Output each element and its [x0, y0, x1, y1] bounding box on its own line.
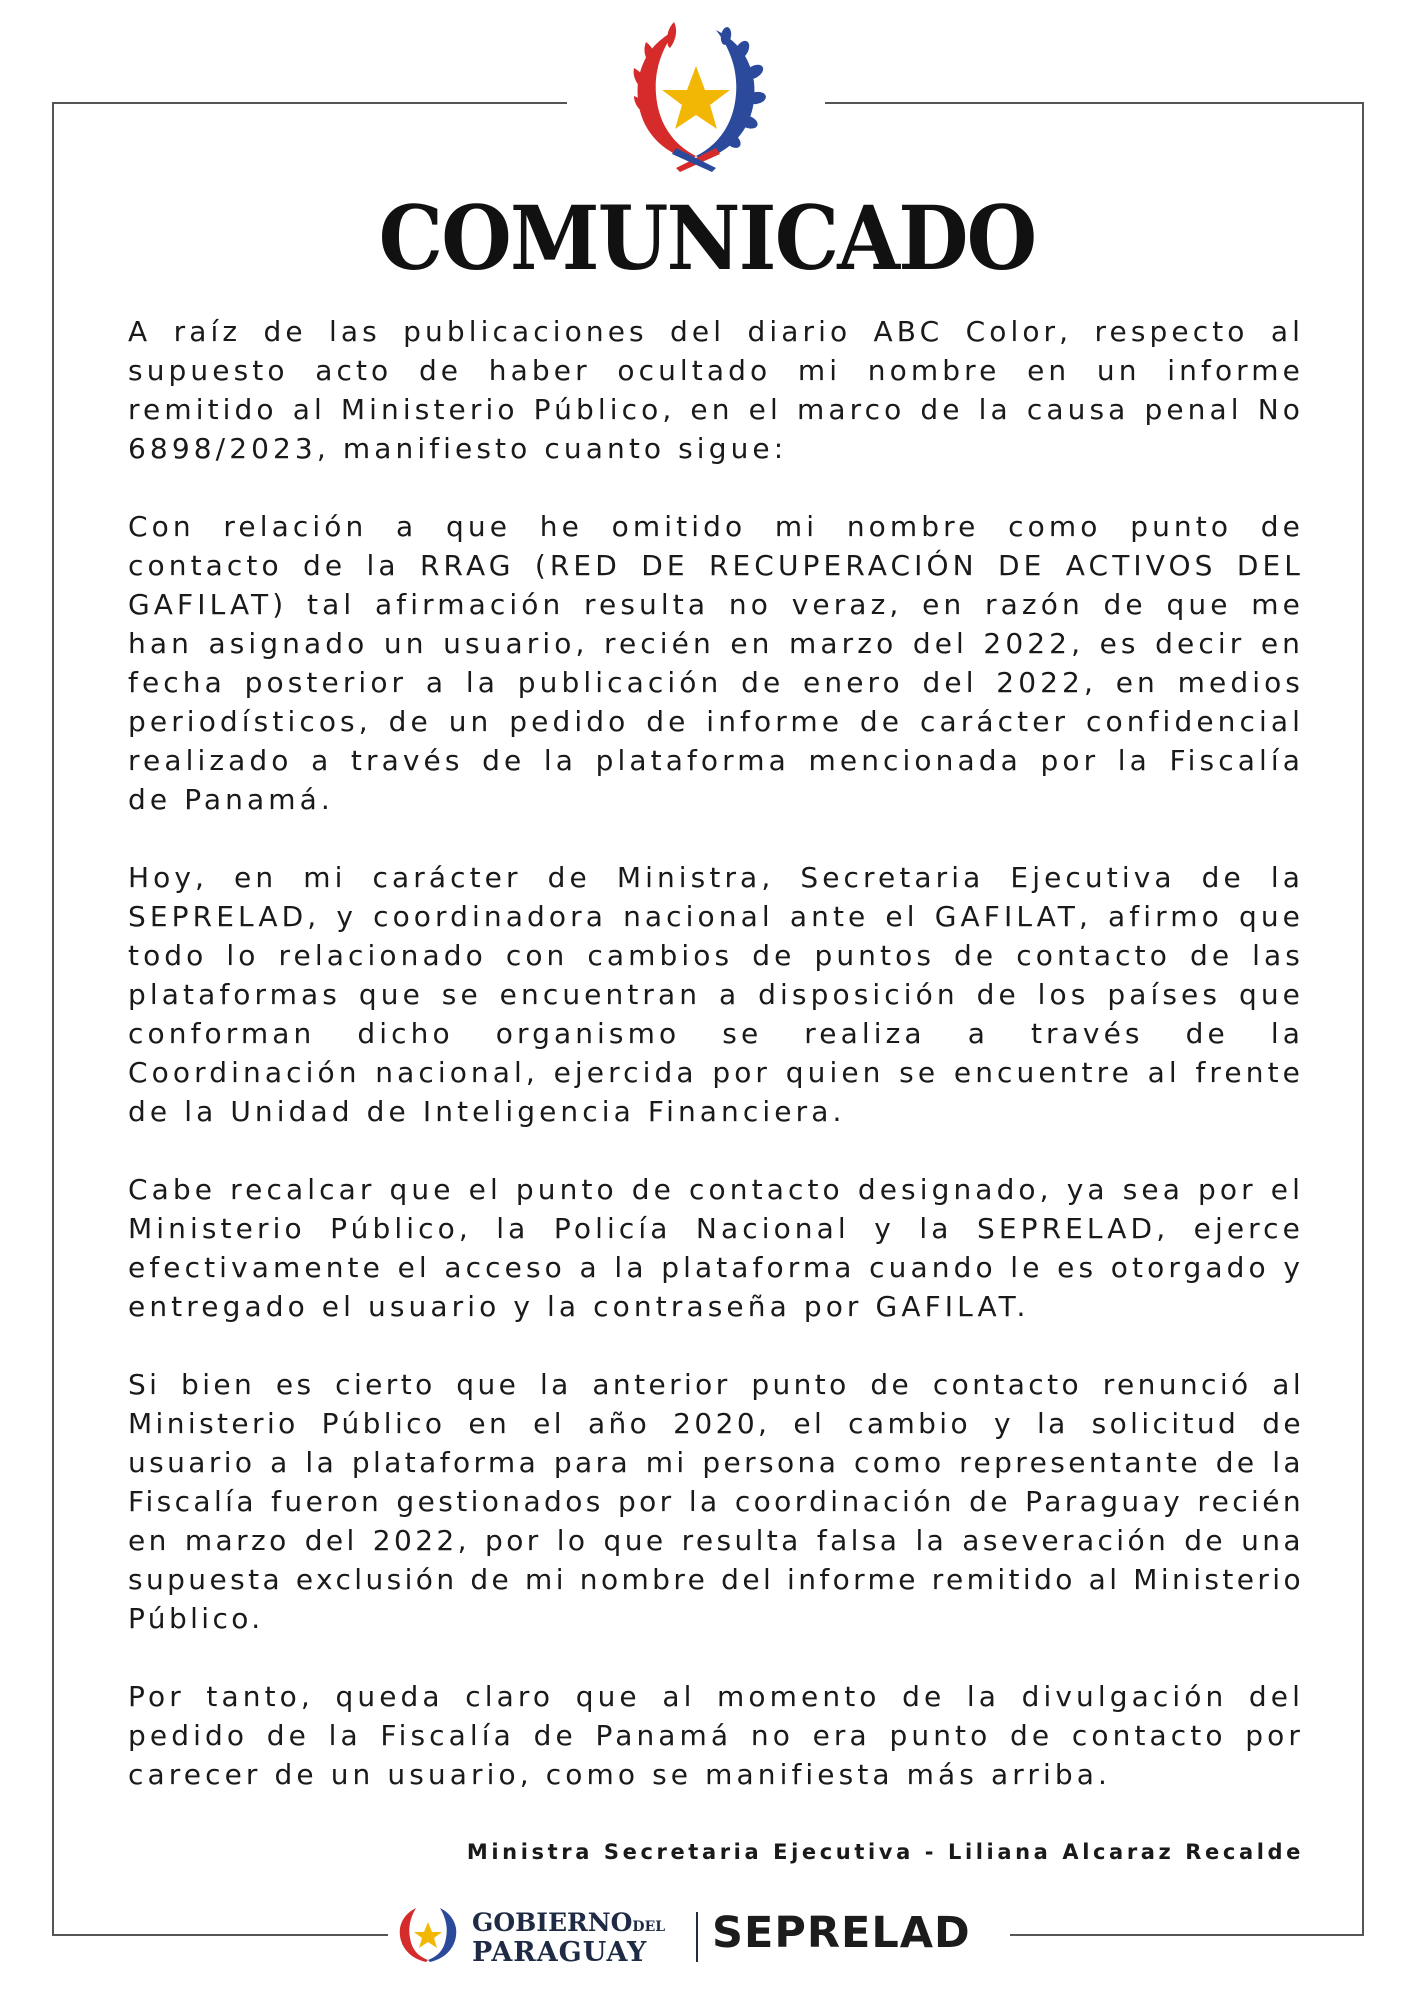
paragraph-contact-change: Si bien es cierto que la anterior punto de contacto renunció al Ministerio Público en el año 2020, el cambio y la solicitud de usuario a la plataforma para mi persona como representante de la Fiscalía fueron gestionados por la coordinación de Paraguay recién en marzo del 2022, por lo que resulta falsa la aseveración de una supuesta exclusión de mi nombre del informe remitido al Ministerio Público. — [128, 1368, 1304, 1635]
statement-body — [128, 312, 1304, 1833]
paragraph-rrag: Con relación a que he omitido mi nombre como punto de contacto de la RRAG (RED DE RECUPERACIÓN DE ACTIVOS DEL GAFILAT) tal afirmación resulta no veraz, en razón de que me han asignado un usuario, recién en marzo del 2022, es decir en fecha posterior a la publicación de enero del 2022, en medios periodísticos, de un pedido de informe de carácter confidencial realizado a través de la plataforma mencionada por la Fiscalía de Panamá. — [128, 510, 1304, 816]
paragraph-coordination: Hoy, en mi carácter de Ministra, Secretaria Ejecutiva de la SEPRELAD, y coordinadora nacional ante el GAFILAT, afirmo que todo lo relacionado con cambios de puntos de contacto de las plataformas que se encuentran a disposición de los países que conforman dicho organismo se realiza a través de la Coordinación nacional, ejercida por quien se encuentre al frente de la Unidad de Inteligencia Financiera. — [128, 861, 1304, 1128]
gobierno-paraguay-emblem-icon — [396, 1906, 460, 1964]
gobierno-word: GOBIERNO — [472, 1908, 633, 1937]
page-title: COMUNICADO — [378, 186, 1036, 290]
paraguay-emblem-icon — [616, 22, 776, 172]
del-word: DEL — [632, 1919, 666, 1935]
signature-line: Ministra Secretaria Ejecutiva - Liliana Alcaraz Recalde — [466, 1840, 1304, 1864]
paragraph-intro: A raíz de las publicaciones del diario ABC Color, respecto al supuesto acto de haber ocultado mi nombre en un informe remitido al Ministerio Público, en el marco de la causa penal No 6898/2023, manifiesto cuanto sigue: — [128, 315, 1304, 465]
paragraph-access: Cabe recalcar que el punto de contacto designado, ya sea por el Ministerio Público, la Policía Nacional y la SEPRELAD, ejerce efectivamente el acceso a la plataforma cuando le es otorgado y entregado el usuario y la contraseña por GAFILAT. — [128, 1173, 1304, 1323]
paraguay-word: PARAGUAY — [472, 1937, 648, 1968]
footer-logos — [388, 1906, 1010, 1968]
logo-divider — [696, 1912, 698, 1962]
paragraph-conclusion: Por tanto, queda claro que al momento de la divulgación del pedido de la Fiscalía de Panamá no era punto de contacto por carecer de un usuario, como se manifiesta más arriba. — [128, 1680, 1304, 1791]
seprelad-logo-text: SEPRELAD — [712, 1908, 971, 1958]
gobierno-paraguay-wordmark — [472, 1910, 665, 1966]
